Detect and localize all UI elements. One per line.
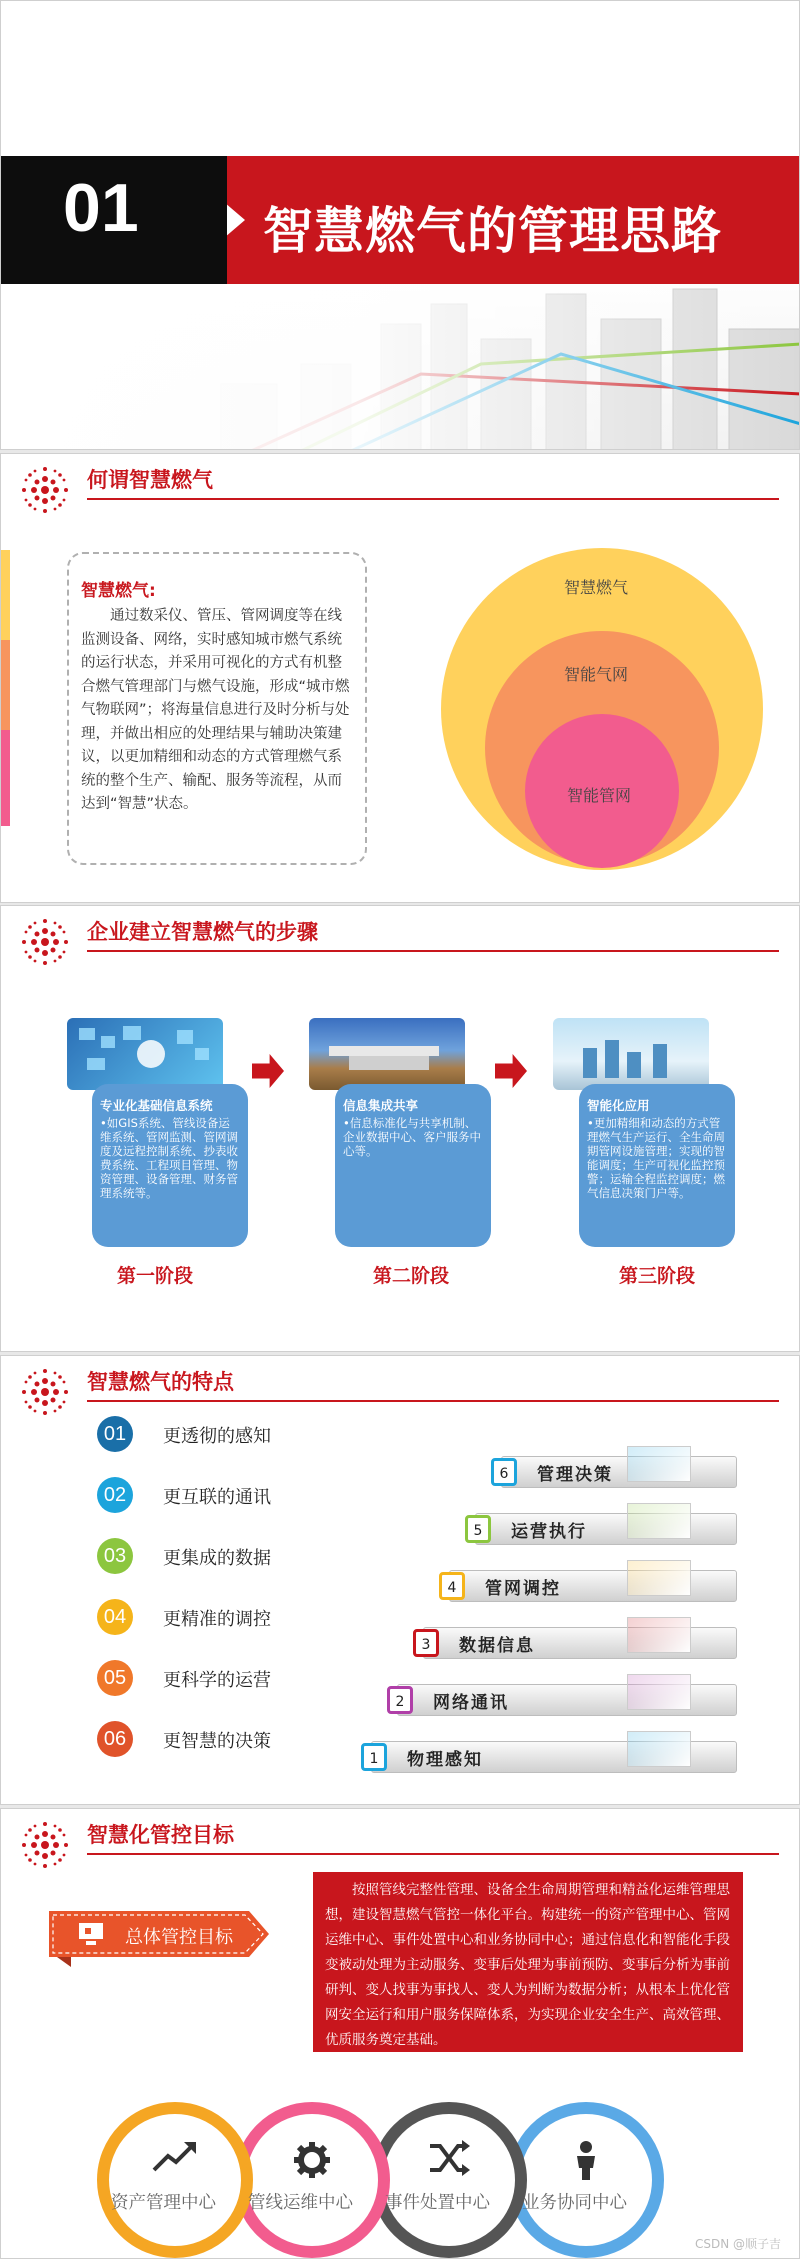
dot-burst-logo-icon xyxy=(17,914,73,970)
section-header xyxy=(17,460,787,504)
definition-slide xyxy=(0,453,800,903)
step-row xyxy=(397,1684,737,1724)
feature-number-badge: 06 xyxy=(97,1721,133,1757)
step-number: 4 xyxy=(439,1572,465,1600)
person-icon xyxy=(571,2140,601,2184)
definition-text: 通过数采仪、管压、管网调度等在线监测设备、网络，实时感知城市燃气系统的运行状态，并采用可视化的方式有机整合燃气管理部门与燃气设施，形成“城市燃气物联网”；将海量信息进行及时分析与处理，并做出相应的处理结果与辅助决策建议，以更加精细和动态的方式管理燃气系统的整个生产、输配、服务等流程，从而达到“智慧”状态。 xyxy=(81,608,350,812)
step-thumbnail-icon xyxy=(627,1503,691,1539)
center-ring xyxy=(97,2102,253,2258)
goal-tag-label: 总体管控目标 xyxy=(125,1927,233,1948)
step-label: 网络通讯 xyxy=(433,1693,509,1713)
section-divider xyxy=(87,950,779,952)
side-bar-yellow xyxy=(1,550,10,640)
shuffle-icon xyxy=(428,2140,470,2180)
side-bar-pink xyxy=(1,730,10,826)
step-thumbnail-icon xyxy=(627,1617,691,1653)
stage2-card xyxy=(335,1084,491,1247)
stage3-image xyxy=(553,1018,709,1090)
center-label: 资产管理中心 xyxy=(111,2193,216,2213)
gas-station-photo-icon xyxy=(553,1018,709,1090)
step-number: 3 xyxy=(413,1629,439,1657)
stage1-label: 第一阶段 xyxy=(117,1265,194,1287)
stage3-label: 第三阶段 xyxy=(619,1265,696,1287)
feature-text: 更互联的通讯 xyxy=(163,1487,271,1508)
arrow-right-icon xyxy=(495,1054,527,1088)
circle-inner-label: 智能管网 xyxy=(567,786,632,805)
step-row xyxy=(501,1456,737,1496)
feature-number-badge: 05 xyxy=(97,1660,133,1696)
section-divider xyxy=(87,1400,779,1402)
stage1-card-title: 专业化基础信息系统 xyxy=(100,1098,213,1113)
stage3-card-text: •更加精细和动态的方式管理燃气生产运行、全生命周期管网设施管理；实现的智能调度；生产可视化监控预警；运输全程监控调度；燃气信息决策门户等。 xyxy=(587,1116,725,1200)
step-row xyxy=(423,1627,737,1667)
features-slide xyxy=(0,1355,800,1805)
definition-box xyxy=(67,552,367,865)
monitor-icon xyxy=(77,1921,105,1947)
step-label: 管网调控 xyxy=(485,1579,561,1599)
goal-tag xyxy=(49,1901,269,1967)
center-ring xyxy=(371,2102,527,2258)
section-header xyxy=(17,1362,787,1406)
feature-number-badge: 01 xyxy=(97,1416,133,1452)
section-title: 何谓智慧燃气 xyxy=(87,468,213,492)
step-number: 5 xyxy=(465,1515,491,1543)
step-row xyxy=(449,1570,737,1610)
stage2-card-text: •信息标准化与共享机制、企业数据中心、客户服务中心等。 xyxy=(343,1116,481,1158)
step-thumbnail-icon xyxy=(627,1560,691,1596)
feature-number-badge: 02 xyxy=(97,1477,133,1513)
feature-number-badge: 03 xyxy=(97,1538,133,1574)
center-label: 事件处置中心 xyxy=(385,2193,490,2213)
stage2-card-title: 信息集成共享 xyxy=(343,1098,419,1113)
feature-number-badge: 04 xyxy=(97,1599,133,1635)
center-label: 业务协同中心 xyxy=(522,2193,627,2213)
stage1-card xyxy=(92,1084,248,1247)
center-label: 管线运维中心 xyxy=(248,2193,353,2213)
stage1-card-text: •如GIS系统、管线设备运维系统、管网监测、管网调度及远程控制系统、抄表收费系统、工程项目管理、物资管理、设备管理、财务管理系统等。 xyxy=(100,1116,238,1200)
gear-icon xyxy=(292,2140,332,2184)
section-header xyxy=(17,912,787,956)
cover-slide xyxy=(0,0,800,450)
circle-middle-label: 智能气网 xyxy=(564,665,629,684)
step-number: 6 xyxy=(491,1458,517,1486)
step-thumbnail-icon xyxy=(627,1674,691,1710)
arrow-right-icon xyxy=(252,1054,284,1088)
dot-burst-logo-icon xyxy=(17,462,73,518)
step-number: 1 xyxy=(361,1743,387,1771)
feature-text: 更智慧的决策 xyxy=(163,1731,271,1752)
goal-description: 按照管线完整性管理、设备全生命周期管理和精益化运维管理思想，建设智慧燃气管控一体化平台。构建统一的资产管理中心、管网运维中心、事件处置中心和业务协同中心；通过信息化和智能化手段变被动处理为主动服务、变事后处理为事前预防、变事后分析为事前研判、变人找事为事找人、变人为判断为数据分析；从根本上优化管网安全运行和用户服务保障体系，为实现企业安全生产、高效管理、优质服务奠定基础。 xyxy=(313,1872,743,2052)
goals-slide xyxy=(0,1808,800,2259)
app-tiles-icon xyxy=(67,1018,223,1090)
step-label: 管理决策 xyxy=(537,1465,613,1485)
center-ring xyxy=(508,2102,664,2258)
section-title: 智慧化管控目标 xyxy=(87,1823,234,1847)
stage1-image xyxy=(67,1018,223,1090)
step-label: 数据信息 xyxy=(459,1636,535,1656)
definition-title: 智慧燃气: xyxy=(81,581,156,601)
feature-text: 更透彻的感知 xyxy=(163,1426,271,1447)
feature-text: 更精准的调控 xyxy=(163,1609,271,1630)
section-header xyxy=(17,1815,787,1859)
steps-slide xyxy=(0,905,800,1352)
stage2-label: 第二阶段 xyxy=(373,1265,450,1287)
section-number: 01 xyxy=(63,170,139,246)
building-photo-icon xyxy=(309,1018,465,1090)
feature-text: 更科学的运营 xyxy=(163,1670,271,1691)
stage2-image xyxy=(309,1018,465,1090)
step-thumbnail-icon xyxy=(627,1446,691,1482)
section-divider xyxy=(87,1853,779,1855)
dot-burst-logo-icon xyxy=(17,1364,73,1420)
cover-title: 智慧燃气的管理思路 xyxy=(263,202,722,260)
section-divider xyxy=(87,498,779,500)
trend-up-icon xyxy=(152,2140,198,2178)
stage3-card-title: 智能化应用 xyxy=(587,1098,650,1113)
feature-text: 更集成的数据 xyxy=(163,1548,271,1569)
side-bar-orange xyxy=(1,640,10,730)
center-ring xyxy=(234,2102,390,2258)
circle-outer-label: 智慧燃气 xyxy=(564,578,629,597)
step-number: 2 xyxy=(387,1686,413,1714)
section-title: 智慧燃气的特点 xyxy=(87,1370,234,1394)
step-thumbnail-icon xyxy=(627,1731,691,1767)
step-label: 物理感知 xyxy=(407,1750,483,1770)
city-illustration xyxy=(1,284,800,450)
step-label: 运营执行 xyxy=(511,1522,587,1542)
section-title: 企业建立智慧燃气的步骤 xyxy=(87,920,318,944)
watermark: CSDN @顺子吉 xyxy=(694,2237,781,2251)
stage3-card xyxy=(579,1084,735,1247)
dot-burst-logo-icon xyxy=(17,1817,73,1873)
step-row xyxy=(371,1741,737,1781)
step-row xyxy=(475,1513,737,1553)
